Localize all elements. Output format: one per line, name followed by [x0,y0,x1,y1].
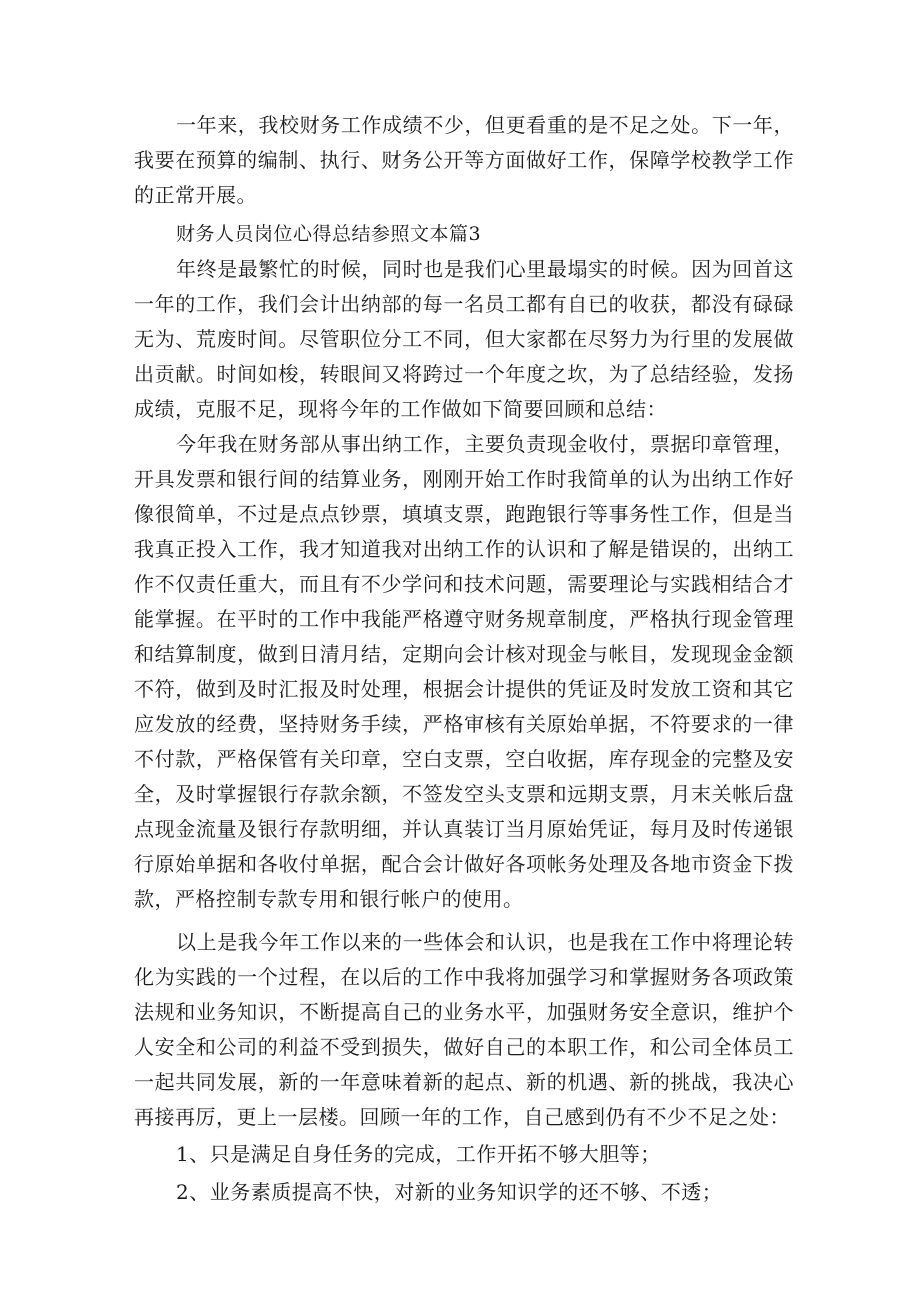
paragraph-cashier-work: 今年我在财务部从事出纳工作，主要负责现金收付，票据印章管理，开具发票和银行间的结算业务，刚刚开始工作时我简单的认为出纳工作好像很简单，不过是点点钞票，填填支票，跑跑银行等事务性工作，但是当我真正投入工作，我才知道我对出纳工作的认识和了解是错误的，出纳工作不仅责任重大，而且有不少学问和技术问题，需要理论与实践相结合才能掌握。在平时的工作中我能严格遵守财务规章制度，严格执行现金管理和结算制度，做到日清月结，定期向会计核对现金与帐目，发现现金金额不符，做到及时汇报及时处理，根据会计提供的凭证及时发放工资和其它应发放的经费，坚持财务手续，严格审核有关原始单据，不符要求的一律不付款，严格保管有关印章，空白支票，空白收据，库存现金的完整及安全，及时掌握银行存款余额，不签发空头支票和远期支票，月末关帐后盘点现金流量及银行存款明细，并认真装订当月原始凭证，每月及时传递银行原始单据和各收付单据，配合会计做好各项帐务处理及各地市资金下拨款，严格控制专款专用和银行帐户的使用。 [134,432,794,911]
document-body [134,108,794,1211]
paragraph-year-end: 年终是最繁忙的时候，同时也是我们心里最塌实的时候。因为回首这一年的工作，我们会计出纳部的每一名员工都有自已的收获，都没有碌碌无为、荒废时间。尽管职位分工不同，但大家都在尽努力为行里的发展做出贡献。时间如梭，转眼间又将跨过一个年度之坎，为了总结经验，发扬成绩，克服不足，现将今年的工作做如下简要回顾和总结： [134,257,794,421]
list-item-2: 2、业务素质提高不快，对新的业务知识学的还不够、不透； [176,1180,723,1204]
list-item-1: 1、只是满足自身任务的完成，工作开拓不够大胆等； [176,1142,661,1166]
section-heading: 财务人员岗位心得总结参照文本篇3 [176,223,482,245]
paragraph-intro: 一年来，我校财务工作成绩不少，但更看重的是不足之处。下一年，我要在预算的编制、执行、财务公开等方面做好工作，保障学校教学工作的正常开展。 [134,113,794,207]
paragraph-reflection: 以上是我今年工作以来的一些体会和认识，也是我在工作中将理论转化为实践的一个过程，在以后的工作中我将加强学习和掌握财务各项政策法规和业务知识，不断提高自己的业务水平，加强财务安全意识，维护个人安全和公司的利益不受到损失，做好自己的本职工作，和公司全体员工一起共同发展，新的一年意味着新的起点、新的机遇、新的挑战，我决心再接再厉，更上一层楼。回顾一年的工作，自己感到仍有不少不足之处： [134,930,794,1129]
